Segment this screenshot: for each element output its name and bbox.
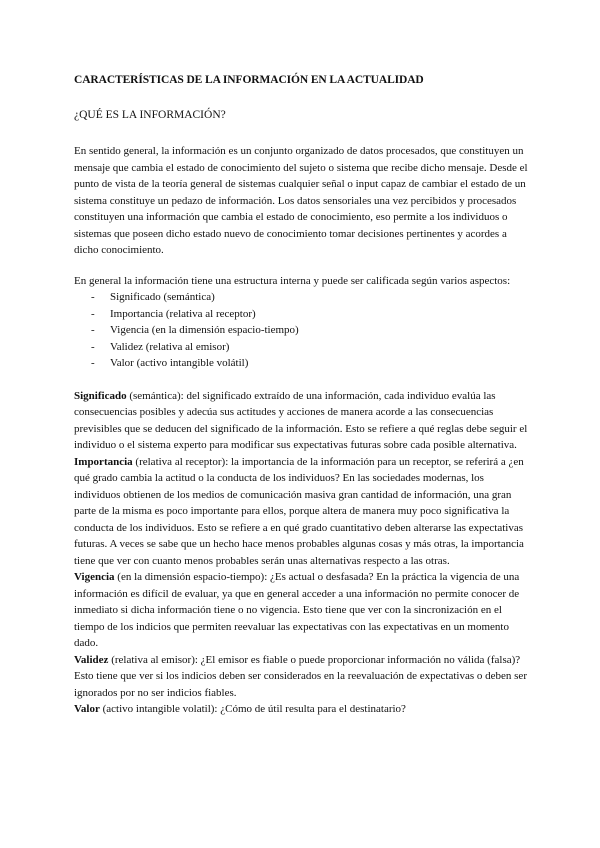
- definition-vigencia: [74, 569, 528, 652]
- list-item-text: Validez (relativa al emisor): [110, 340, 230, 353]
- list-item: [91, 339, 528, 356]
- list-bullet: -: [91, 324, 95, 336]
- list-item: [91, 289, 528, 306]
- definition-term: Significado: [74, 389, 127, 402]
- definitions-section: [74, 388, 528, 718]
- list-item: [91, 322, 528, 339]
- structure-intro-paragraph: En general la información tiene una estructura interna y puede ser calificada según varios aspectos:: [74, 274, 511, 287]
- aspects-list: [74, 289, 528, 372]
- definition-significado: [74, 388, 528, 454]
- section-heading: ¿QUÉ ES LA INFORMACIÓN?: [74, 108, 226, 121]
- list-item: [91, 355, 528, 372]
- definition-term: Valor: [74, 703, 100, 715]
- document-title: CARACTERÍSTICAS DE LA INFORMACIÓN EN LA ACTUALIDAD: [74, 74, 424, 86]
- list-item-text: Importancia (relativa al receptor): [110, 307, 256, 320]
- list-item: [91, 306, 528, 323]
- list-bullet: -: [91, 307, 95, 320]
- list-item-text: Significado (semántica): [110, 291, 215, 303]
- definition-term: Importancia: [74, 455, 133, 468]
- definition-text: (semántica): del significado extraído de una información, cada individuo evalúa las consecuencias posibles y adecúa sus actitudes y acciones de manera acorde a las consecuencias previsibles que se deducen del significado de la información. Esto se refiere a qué reglas debe seguir el individuo o el sistema experto para modificar sus expectativas futuras sobre cada posible alternativa.: [74, 389, 528, 451]
- definition-valor: [74, 701, 528, 718]
- definition-term: Validez: [74, 653, 109, 666]
- list-bullet: -: [91, 357, 95, 369]
- definition-text: (en la dimensión espacio-tiempo): ¿Es actual o desfasada? En la práctica la vigencia de una información es difícil de evaluar, ya que en general acceder a una información no permite conocer de inmediato si dicha información tiene o no vigencia. Esto tiene que ver con la sincronización en el tiempo de los indicios que permiten reevaluar las expectativas con las expectativas en un momento dado.: [74, 571, 520, 649]
- list-bullet: -: [91, 291, 95, 303]
- intro-paragraph: En sentido general, la información es un conjunto organizado de datos procesados, que constituyen un mensaje que cambia el estado de conocimiento del sujeto o sistema que recibe dicho mensaje. Desde el punto de vista de la teoría general de sistemas cualquier señal o input capaz de cambiar el estado de un sistema constituye un pedazo de información. Los datos sensoriales una vez percibidos y procesados constituyen una información que cambia el estado de conocimiento, eso permite a los individuos o sistemas que poseen dicho estado nuevo de conocimiento tomar decisiones pertinentes y acordes a dicho conocimiento.: [74, 145, 528, 256]
- definition-importancia: [74, 454, 528, 570]
- definition-term: Vigencia: [74, 571, 115, 583]
- list-item-text: Vigencia (en la dimensión espacio-tiempo): [110, 324, 299, 336]
- list-bullet: -: [91, 340, 95, 353]
- definition-text: (activo intangible volatil): ¿Cómo de útil resulta para el destinatario?: [99, 703, 406, 715]
- definition-validez: [74, 652, 528, 702]
- list-item-text: Valor (activo intangible volátil): [110, 357, 249, 369]
- definition-text: (relativa al receptor): la importancia de la información para un receptor, se referirá a ¿en qué grado cambia la actitud o la conducta de los individuos? En las sociedades modernas, los individuos obtienen de los medios de comunicación masiva gran cantidad de información, una gran parte de la misma es poco importante para ellos, porque altera de manera muy poco significativa la conducta de los individuos. Esto se refiere a en qué grado cuantitativo deben alterarse las expectativas futuras. A veces se sabe que un hecho hace menos probables algunas cosas y más otras, la importancia tiene que ver con cuanto menos probables serán unas alternativas respecto a las otras.: [74, 455, 524, 567]
- definition-text: (relativa al emisor): ¿El emisor es fiable o puede proporcionar información no válida (falsa)? Esto tiene que ver si los indicios deben ser considerados en la reevaluación de expectativas o deben ser ignorados por no ser indicios fiables.: [74, 653, 527, 699]
